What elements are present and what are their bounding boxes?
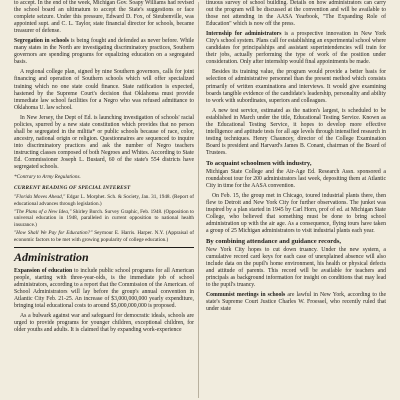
communist-heading: Communist meetings in schools [206,291,286,298]
segregation-heading: Segregation in schools [14,38,69,45]
expansion-heading: Expansion of education [14,268,73,275]
footnote: *Contrary to Army Regulations. [14,174,81,181]
reading-item-3: "How Shall We Pay for Education?" Seymour E. Harris. Harper. N.Y. (Appraisal of economic factors to be met with growing popularity of college education.) [14,230,194,243]
internship-paragraph-2: Besides its training value, the program would provide a better basis for selection of administrative personnel than the present method which consists primarily of written examinations and interviews. It would give examining boards tangible evidence of the candidate's leadership, personality and ability to work with subordinates, superiors and colleagues. [206,69,386,104]
reading-list-heading: CURRENT READING OF SPECIAL INTEREST [14,185,131,192]
right-column [206,0,386,316]
communist-paragraph: Communist meetings in schools are lawful in New York, according to the state's Supreme Court Justice Charles W. Froessel, who recently ruled that under state [206,291,386,312]
expansion-paragraph: Expansion of education to include public school programs for all American people, starting with three-year-olds, is the immediate job of school administrators, according to a report that the Commission of the American. of School Administrators will lay before the group's annual convention in Atlantic City Feb. 21-25. An increase of $3,000,000,000 yearly expenditure, bringing total educational costs to around $5,000,000,000 is proposed. [14,268,194,310]
segregation-paragraph-2: A regional college plan, signed by nine Southern governors, calls for joint financing and operation of Southern schools which will offer specialized training which no one state could finance. State ratification is expected, hastened by the Supreme Court's decision that Oklahoma must provide immediate law school facilities for a Negro who was refused admittance to Oklahoma U. law school. [14,69,194,111]
reading-item-2-title: "The Plans of a New Idea," [14,208,72,215]
reading-item-2: "The Plans of a New Idea," Shirley Burch. Survey Graphic, Feb. 1948. (Opposition to universal education in 1948, paralleled in current opposition to national health insurance.) [14,208,194,228]
segregation-paragraph-3: In New Jersey, the Dept of Ed. is launching investigation of schools' racial policies, spurred by a new state constitution which provides that no person shall be segregated in the militia* or public schools because of race, color, ancestry, national origin or religion. Questionnaires are sequenced to inquire into discriminatory practices and ask the number of Negro teachers instructing classes composed of both Negroes and Whites. According to State Ed. Commissioner Joseph L. Bustard, 60 of the state's 554 districts have segregated schools. [14,114,194,171]
expansion-paragraph-2: As a bulwark against war and safeguard for democratic ideals, schools are urged to provide programs for younger children, exceptional children, for older youths and adults. It is claimed that by expanding work-experience [14,313,194,334]
reading-item-1: "Florida Moves Ahead," Edgar L. Morphet. Sch. & Society, Jan. 31, 1948. (Report of educational advances through legislation.) [14,194,195,207]
segregation-paragraph: Segregation in schools is being fought and defended as never before. While many states in the North are investigating discriminatory practices, Southern governors are spending programs for equalizing education on a segregated basis. [14,38,194,66]
column-divider [198,2,199,398]
guidance-paragraph: New York City hopes to cut down truancy. Under the new system, a cumulative record card keys for each case of unexplained absence will also include data on the pupil's home environment, his health or physical defects and attitude of parents. This record will be available for teachers and principals as background information for insight on conditions that may lead to the pupil's truancy. [206,246,386,288]
left-column [14,0,194,337]
testing-paragraph: A new test service, estimated as the nation's largest, is scheduled to be established in March under the title, Educational Testing Service. Known as the Educational Testing Service, it hopes to develop more effective intelligence and aptitude tests for all age levels through intensified research in testing techniques. Henry Chauncey, director of the College Examination Board is president and Harvard's James B. Conant, chairman of the Board of Trustees. [206,107,386,156]
paragraph-continued: tinuous survey of school building. Details on how administrators can carry out the program will be discussed at the convention and will be available to those not attending in the AASA Yearbook, "The Expanding Role of Education" which is now off the press. [206,0,386,28]
acquaint-paragraph-2: On Feb. 15, the group met in Chicago, toured industrial plants there, then flew to Detroit and New York City for further observations. The junket was inspired by a plan started in 1945 by Carl Horn, prof of ed. at Michigan State College, who believed that something must be done to bring school administration up with the air age. As a consequence, flying tours have taken a group of 25 Michigan administrators to visit industrial plants each year. [206,192,386,234]
guidance-heading: By combining attendance and guidance records, [206,238,342,245]
reading-item-3-title: "How Shall We Pay for Education?" [14,230,93,237]
section-title-administration: Administration [14,247,194,264]
acquaint-paragraph: Michigan State College and the Air-Age Ed. Research Assn. sponsored a roundabout tour for 200 administrators last week, depositing them at Atlantic City in time for the AASA convention. [206,168,386,189]
internship-heading: Internship for administrators [206,31,282,38]
acquaint-heading: To acquaint schoolmen with industry, [206,159,312,167]
internship-paragraph: Internship for administrators is a prospective innovation in New York City's school system. Plans call for establishing an experimental school where candidates for principalships and assistant superintendencies will train for their jobs, actually performing the type of work of the position under consideration. Only after internship would final appointments be made. [206,31,386,66]
paragraph-intro: to accept. In the end of the week, Michigan Gov. Soapy Williams had revised the school board an ultimatum to accept the State's suggestions or face complete seizure. Under this pressure, Edward D. Fox, of Steubenville, was appointed supt. and C. L. Taylor, state financial director for schools, became treasurer of defense. [14,0,194,35]
reading-item-1-title: "Florida Moves Ahead," [14,194,66,201]
